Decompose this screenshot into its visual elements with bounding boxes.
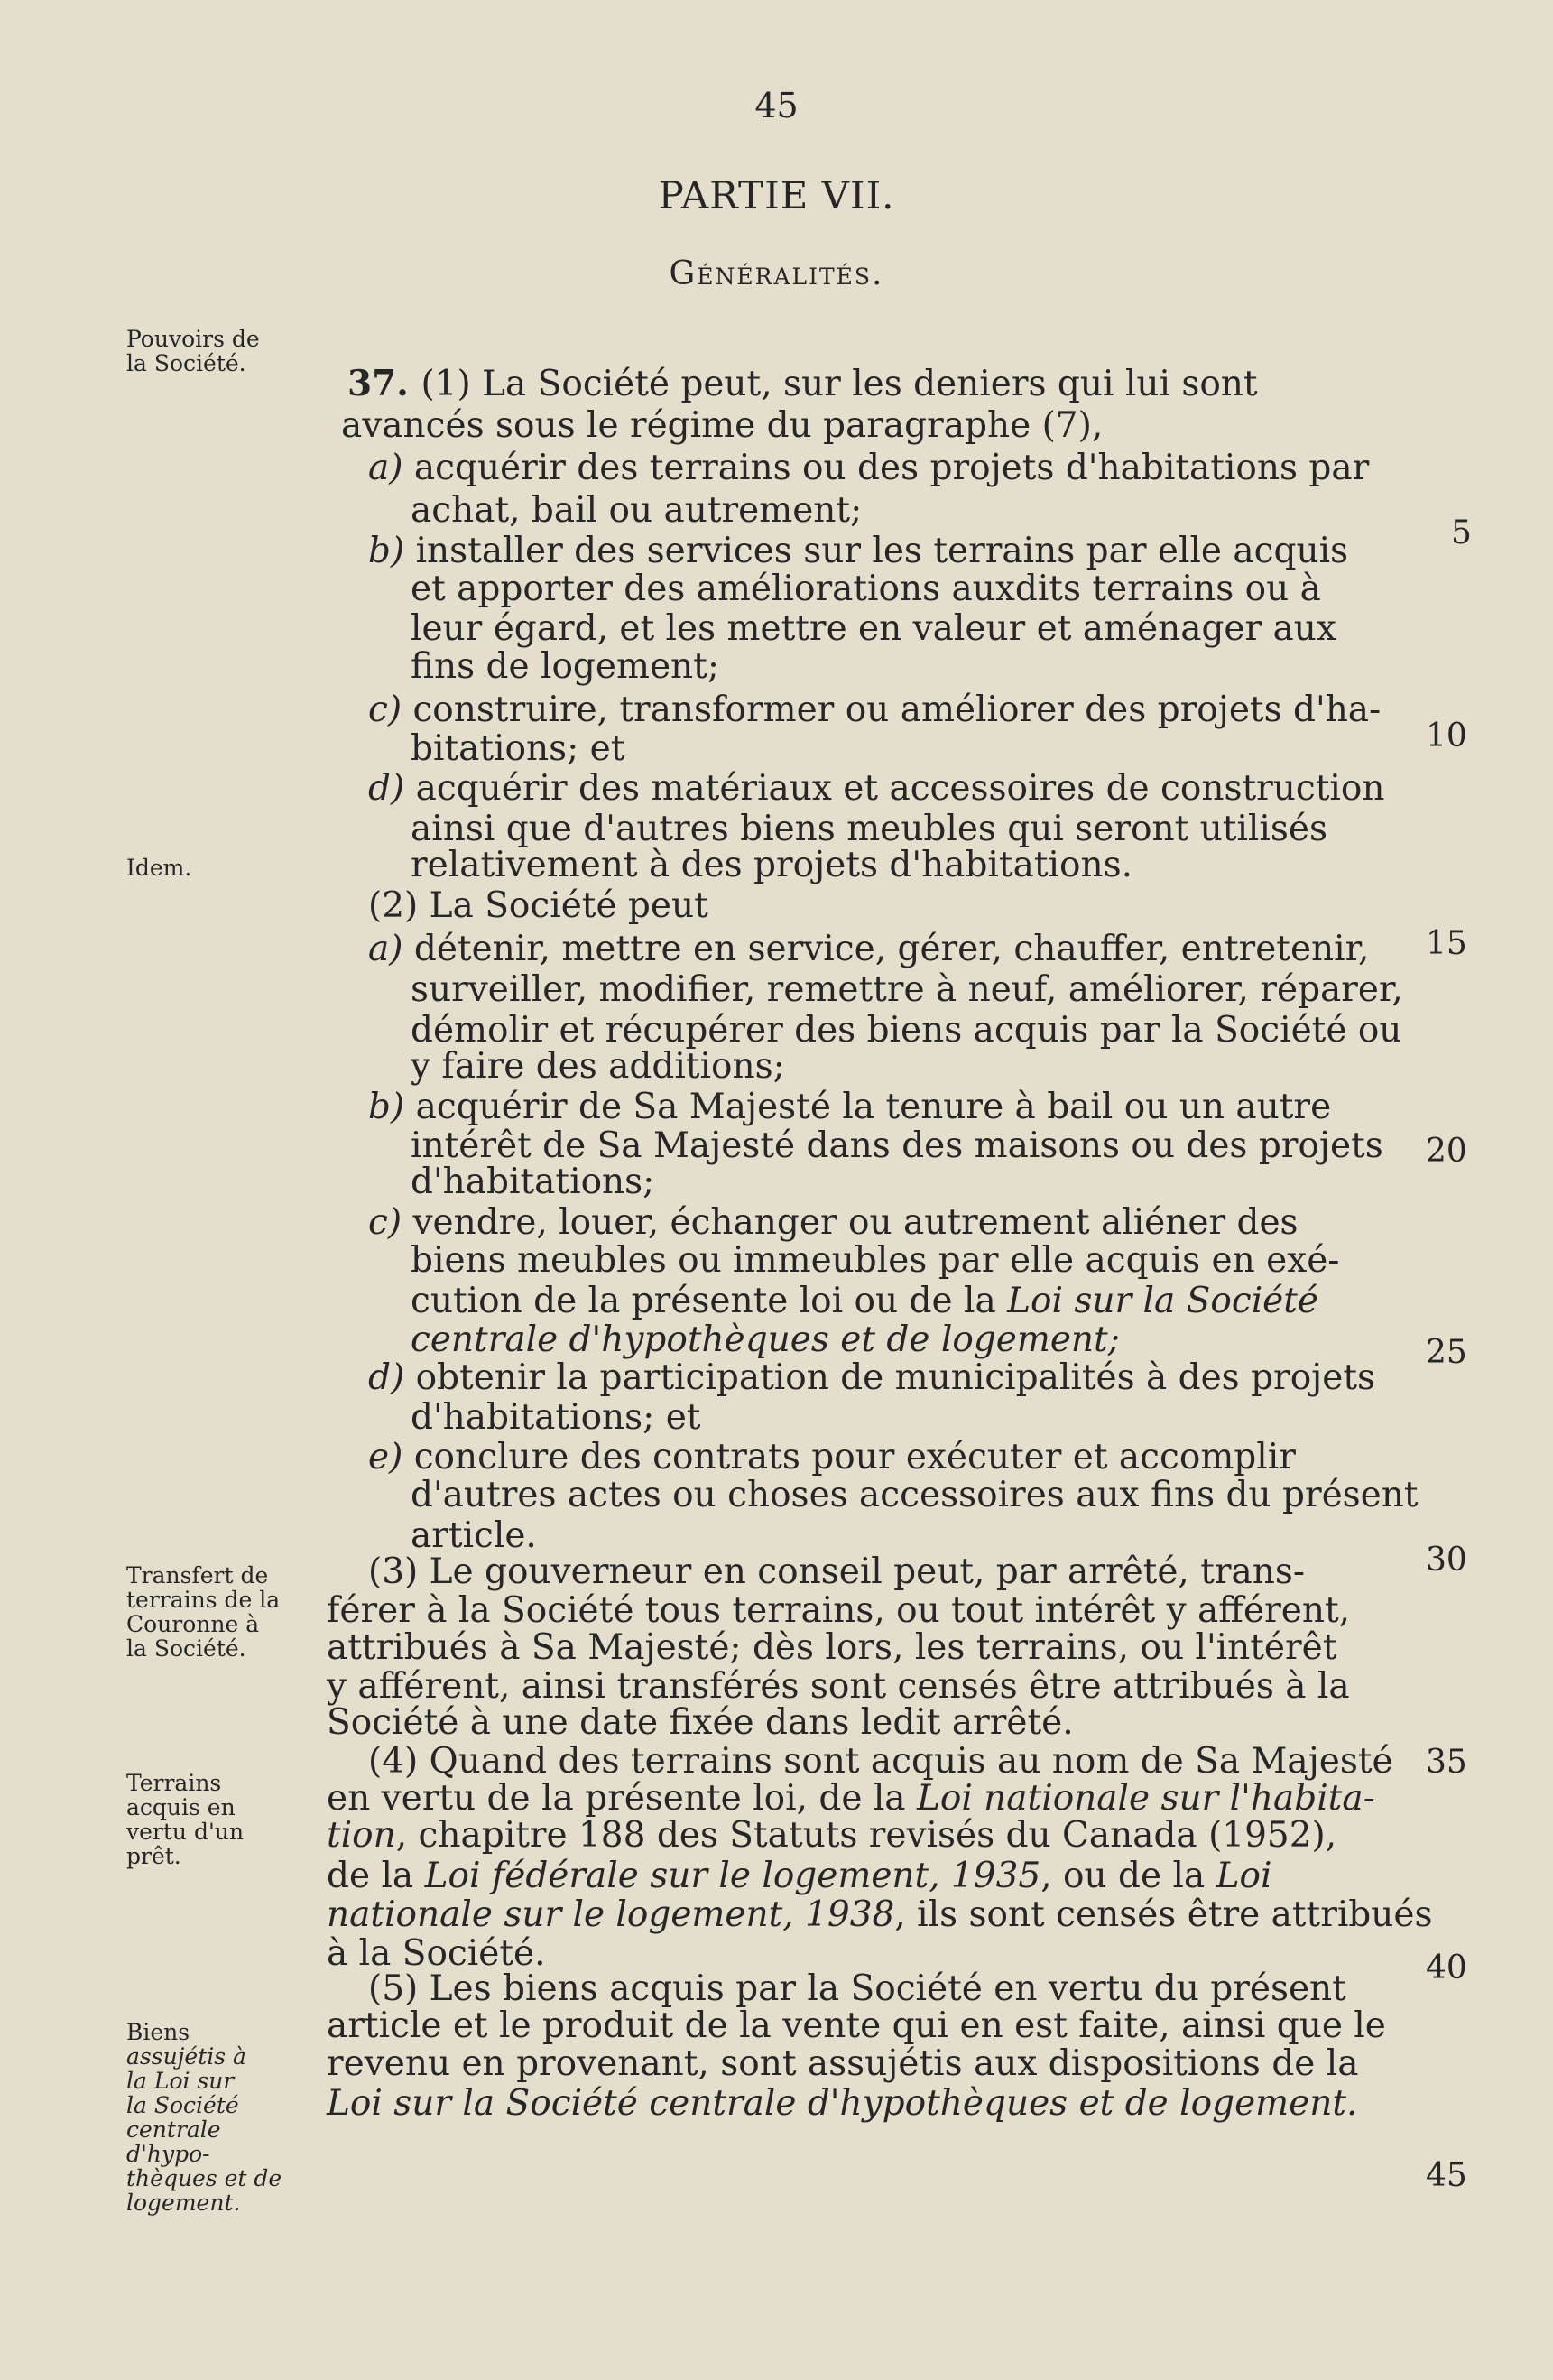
margin-note-line: Terrains <box>126 1770 222 1796</box>
text-segment: de la <box>327 1856 425 1896</box>
margin-note-line: acquis en <box>126 1794 236 1820</box>
text-segment: acquérir des terrains ou des projets d'habitations par <box>413 448 1370 488</box>
text-segment: Loi nationale sur l'habita- <box>916 1778 1375 1819</box>
margin-note-line: terrains de la <box>126 1587 281 1613</box>
text-segment: démolir et récupérer des biens acquis par la Société ou <box>411 1010 1402 1051</box>
text-segment: intérêt de Sa Majesté dans des maisons ou des projets <box>411 1125 1383 1166</box>
margin-note-line: thèques et de <box>126 2165 282 2191</box>
text-line <box>411 569 1321 609</box>
margin-note-line: Idem. <box>126 855 192 881</box>
text-line <box>368 1741 1393 1782</box>
text-segment: y faire des additions; <box>411 1046 785 1087</box>
text-line <box>411 1125 1383 1166</box>
text-line <box>368 1087 1331 1127</box>
text-segment: achat, bail ou autrement; <box>411 490 863 531</box>
margin-note-line: vertu d'un <box>126 1819 245 1845</box>
text-segment: tion <box>327 1815 396 1856</box>
text-segment: b) <box>368 531 416 571</box>
text-segment: biens meubles ou immeubles par elle acquis en exé- <box>411 1240 1340 1281</box>
text-line <box>411 646 719 687</box>
text-segment: Loi <box>1216 1856 1272 1896</box>
text-segment: nationale sur le logement, 1938 <box>327 1894 895 1935</box>
line-number: 25 <box>1426 1334 1467 1371</box>
text-segment: c) <box>368 690 413 730</box>
text-line <box>411 1010 1401 1051</box>
text-line <box>411 1475 1419 1515</box>
text-line <box>368 531 1348 571</box>
text-line <box>368 690 1381 730</box>
text-line <box>411 1046 785 1087</box>
margin-note <box>126 2020 307 2215</box>
text-line <box>327 2043 1359 2084</box>
text-line <box>411 809 1327 849</box>
text-segment: (4) Quand des terrains sont acquis au nom de Sa Majesté <box>368 1741 1393 1782</box>
page-number: 45 <box>754 86 799 125</box>
text-line <box>341 405 1103 446</box>
text-line <box>327 1590 1350 1631</box>
text-line <box>327 1627 1336 1668</box>
text-segment: acquérir des matériaux et accessoires de construction <box>415 768 1385 809</box>
text-segment: et apporter des améliorations auxdits terrains ou à <box>411 569 1321 609</box>
text-line <box>327 1778 1375 1819</box>
text-line <box>411 1162 654 1202</box>
text-segment: attribués à Sa Majesté; dès lors, les terrains, ou l'intérêt <box>327 1627 1337 1668</box>
text-segment: avancés sous le régime du paragraphe (7), <box>341 405 1104 446</box>
margin-note <box>126 327 307 375</box>
text-line <box>327 1894 1432 1935</box>
margin-note-line: Couronne à <box>126 1611 260 1637</box>
margin-note-line: assujétis à <box>126 2043 246 2070</box>
section-title: Généralités. <box>669 255 884 292</box>
text-line <box>411 728 624 769</box>
margin-note-line: Transfert de <box>126 1562 269 1588</box>
text-line <box>327 1666 1350 1707</box>
text-segment: (3) Le gouverneur en conseil peut, par arrêté, trans- <box>368 1551 1306 1592</box>
text-segment: férer à la Société tous terrains, ou tout intérêt y afférent, <box>327 1590 1351 1631</box>
text-line <box>327 1702 1074 1743</box>
margin-note-line: la Société. <box>126 1635 246 1662</box>
text-line <box>327 1856 1271 1896</box>
text-line <box>368 448 1369 488</box>
text-line <box>368 1968 1346 2009</box>
text-line <box>411 1281 1318 1321</box>
margin-note-line: logement. <box>126 2190 241 2216</box>
text-line <box>368 885 708 926</box>
text-line <box>411 969 1403 1010</box>
text-segment: (5) Les biens acquis par la Société en vertu du présent <box>368 1968 1346 2009</box>
text-segment: y afférent, ainsi transférés sont censés être attribués à la <box>327 1666 1350 1707</box>
text-line <box>327 2083 1357 2124</box>
text-segment: installer des services sur les terrains par elle acquis <box>415 531 1349 571</box>
part-title: PARTIE VII. <box>658 173 895 218</box>
margin-note-line: prêt. <box>126 1843 181 1869</box>
text-segment: Loi sur la Société <box>1007 1281 1318 1321</box>
text-line <box>347 363 1258 404</box>
line-number: 35 <box>1426 1744 1467 1781</box>
text-segment: (2) La Société peut <box>368 885 708 926</box>
text-segment: conclure des contrats pour exécuter et accomplir <box>413 1437 1296 1477</box>
text-line <box>368 1202 1299 1243</box>
text-segment: d) <box>368 768 416 809</box>
text-line <box>411 1515 537 1556</box>
text-segment: surveiller, modifier, remettre à neuf, améliorer, réparer, <box>411 969 1403 1010</box>
text-line <box>327 1815 1336 1856</box>
text-segment: , chapitre 188 des Statuts revisés du Canada (1952), <box>395 1815 1337 1856</box>
text-segment: a) <box>368 448 414 488</box>
line-number: 10 <box>1426 718 1467 755</box>
text-segment: c) <box>368 1202 413 1243</box>
text-segment: b) <box>368 1087 416 1127</box>
text-line <box>368 1357 1375 1398</box>
line-number: 30 <box>1426 1542 1467 1579</box>
margin-note-line: la Loi sur <box>126 2068 235 2094</box>
line-number: 45 <box>1426 2157 1467 2194</box>
text-segment: , ou de la <box>1040 1856 1216 1896</box>
text-line <box>411 490 862 531</box>
text-segment: obtenir la participation de municipalités à des projets <box>415 1357 1376 1398</box>
margin-note-line: Pouvoirs de <box>126 326 260 352</box>
text-segment: revenu en provenant, sont assujétis aux dispositions de la <box>327 2043 1359 2084</box>
text-segment: Loi fédérale sur le logement, 1935 <box>424 1856 1041 1896</box>
margin-note <box>126 1771 307 1868</box>
text-segment: article et le produit de la vente qui en est faite, ainsi que le <box>327 2005 1386 2046</box>
text-segment: (1) La Société peut, sur les deniers qui lui sont <box>421 364 1258 404</box>
text-segment: à la Société. <box>327 1933 546 1974</box>
text-segment: vendre, louer, échanger ou autrement aliéner des <box>412 1202 1299 1243</box>
text-segment: relativement à des projets d'habitations. <box>411 845 1132 885</box>
text-segment: d'habitations; et <box>411 1397 701 1438</box>
text-line <box>368 768 1385 809</box>
margin-note <box>126 1563 307 1661</box>
text-segment: acquérir de Sa Majesté la tenure à bail ou un autre <box>415 1087 1332 1127</box>
text-segment: d'habitations; <box>411 1162 655 1202</box>
text-line <box>368 1551 1305 1592</box>
line-number: 5 <box>1451 514 1472 551</box>
text-segment: a) <box>368 929 414 969</box>
text-segment: cution de la présente loi ou de la <box>411 1281 1008 1321</box>
text-segment: fins de logement; <box>411 646 719 687</box>
text-segment: d) <box>368 1357 416 1398</box>
text-segment: d'autres actes ou choses accessoires aux fins du présent <box>411 1475 1419 1515</box>
text-line <box>368 1437 1296 1477</box>
margin-note-line: d'hypo- <box>126 2141 210 2167</box>
margin-note-line: la Société. <box>126 350 246 376</box>
text-line <box>327 2005 1386 2046</box>
text-segment: ainsi que d'autres biens meubles qui seront utilisés <box>411 809 1327 849</box>
text-segment: , ils sont censés être attribués <box>894 1894 1433 1935</box>
text-line <box>368 929 1369 969</box>
text-segment: Loi sur la Société centrale d'hypothèques et de logement. <box>327 2083 1358 2124</box>
text-segment: article. <box>411 1515 537 1556</box>
text-segment: e) <box>368 1437 414 1477</box>
text-segment: Société à une date fixée dans ledit arrêté. <box>327 1702 1074 1743</box>
line-number: 20 <box>1426 1133 1467 1170</box>
text-line <box>411 845 1132 885</box>
text-segment: centrale d'hypothèques et de logement; <box>411 1320 1120 1360</box>
text-line <box>411 608 1336 649</box>
text-line <box>411 1320 1120 1360</box>
margin-note <box>126 856 307 880</box>
text-segment: détenir, mettre en service, gérer, chauffer, entretenir, <box>413 929 1370 969</box>
margin-note-line: centrale <box>126 2116 221 2143</box>
line-number: 15 <box>1426 925 1467 962</box>
text-segment: leur égard, et les mettre en valeur et aménager aux <box>411 608 1336 649</box>
margin-note-line: Biens <box>126 2019 190 2045</box>
text-line <box>411 1240 1339 1281</box>
text-segment: en vertu de la présente loi, de la <box>327 1778 917 1819</box>
line-number: 40 <box>1426 1949 1467 1986</box>
margin-note-line: la Société <box>126 2092 239 2118</box>
text-segment: 37. <box>347 363 421 404</box>
text-segment: bitations; et <box>411 728 625 769</box>
text-line <box>411 1397 700 1438</box>
text-segment: construire, transformer ou améliorer des projets d'ha- <box>412 690 1382 730</box>
